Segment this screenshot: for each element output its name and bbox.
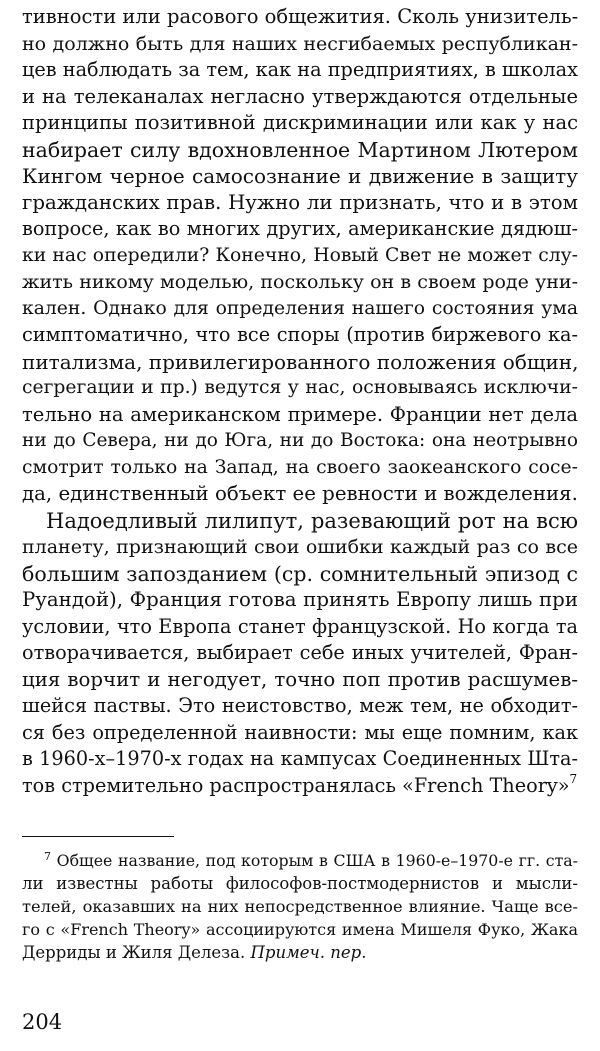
text-line: ся без определенной наивности: мы еще помним, как bbox=[22, 720, 578, 744]
text-line: набирает силу вдохновленное Мартином Лютером bbox=[22, 137, 578, 162]
footnote-last-line bbox=[22, 941, 578, 964]
text-line: тивности или расового общежития. Сколь унизитель- bbox=[22, 5, 578, 28]
text-line: цев наблюдать за тем, как на предприятиях, в школах bbox=[22, 58, 578, 81]
text-line: планету, признающий свои ошибки каждый раз со все bbox=[22, 536, 578, 558]
text-line: Кингом черное самосознание и движение в защиту bbox=[22, 164, 578, 188]
text-line: но должно быть для наших несгибаемых республикан- bbox=[22, 32, 578, 55]
footnote-line-content: Дерриды и Жиля Делеза. bbox=[22, 943, 246, 962]
text-line: тельно на американском примере. Франции нет дела bbox=[22, 402, 578, 426]
text-line-content: тов стремительно распространялась «French Theory» bbox=[22, 773, 570, 797]
main-text bbox=[22, 4, 578, 799]
footnote-reference[interactable]: 7 bbox=[569, 772, 578, 786]
text-line: вопросе, как во многих других, американские дядюш- bbox=[22, 217, 578, 240]
footnote-first-line bbox=[22, 849, 578, 872]
footnote-line: телей, оказавших на них непосредственное влияние. Чаще все- bbox=[22, 897, 578, 916]
text-line: кален. Однако для определения нашего состояния ума bbox=[22, 297, 578, 319]
text-line: Руандой), Франция готова принять Европу лишь при bbox=[22, 588, 578, 611]
footnote-line: го с «French Theory» ассоциируются имена Мишеля Фуко, Жака bbox=[22, 920, 578, 939]
text-line: в 1960-х–1970-х годах на кампусах Соединенных Шта- bbox=[22, 747, 578, 770]
text-line: условии, что Европа станет французской. Но когда та bbox=[22, 614, 578, 638]
text-line: большим запозданием (ср. сомнительный эпизод с bbox=[22, 561, 578, 586]
footnote-marker: 7 bbox=[44, 850, 51, 863]
page-number: 204 bbox=[22, 1010, 63, 1034]
text-line: ция ворчит и негодует, точно поп против расшумев- bbox=[22, 667, 578, 691]
paragraph-start-line: Надоедливый лилипут, разевающий рот на всю bbox=[46, 508, 578, 533]
text-line: питализма, привилегированного положения общин, bbox=[22, 349, 578, 374]
footnote-line: ли известны работы философов-постмодернистов и мысли- bbox=[22, 874, 578, 893]
text-line: принципы позитивной дискриминации или как у нас bbox=[22, 111, 578, 134]
text-line-with-footnote-ref bbox=[22, 773, 578, 800]
text-line: ки нас опередили? Конечно, Новый Свет не может слу- bbox=[22, 244, 578, 266]
text-line: смотрит только на Запад, на своего заокеанского сосе- bbox=[22, 456, 578, 478]
text-line: ни до Севера, ни до Юга, ни до Востока: она неотрывно bbox=[22, 430, 578, 451]
text-line: сегрегации и пр.) ведутся у нас, основываясь исключи- bbox=[22, 377, 578, 398]
text-line: жить никому моделью, поскольку он в своем роде уни- bbox=[22, 271, 578, 293]
translator-note: Примеч. пер. bbox=[250, 943, 367, 962]
text-line: да, единственный объект ее ревности и вожделения. bbox=[22, 482, 578, 505]
text-line: гражданских прав. Нужно ли признать, что и в этом bbox=[22, 190, 578, 214]
text-line: и на телеканалах негласно утверждаются отдельные bbox=[22, 84, 578, 108]
text-line: симптоматично, что все споры (против биржевого ка- bbox=[22, 323, 578, 346]
footnote-divider bbox=[22, 836, 174, 837]
text-line: шейся паствы. Это неистовство, меж тем, не обходит- bbox=[22, 694, 578, 717]
footnote-line-content: Общее название, под которым в США в 1960-е–1970-е гг. ста- bbox=[56, 851, 578, 870]
text-line: отворачивается, выбирает себе иных учителей, Фран- bbox=[22, 641, 578, 664]
footnote bbox=[22, 849, 578, 964]
